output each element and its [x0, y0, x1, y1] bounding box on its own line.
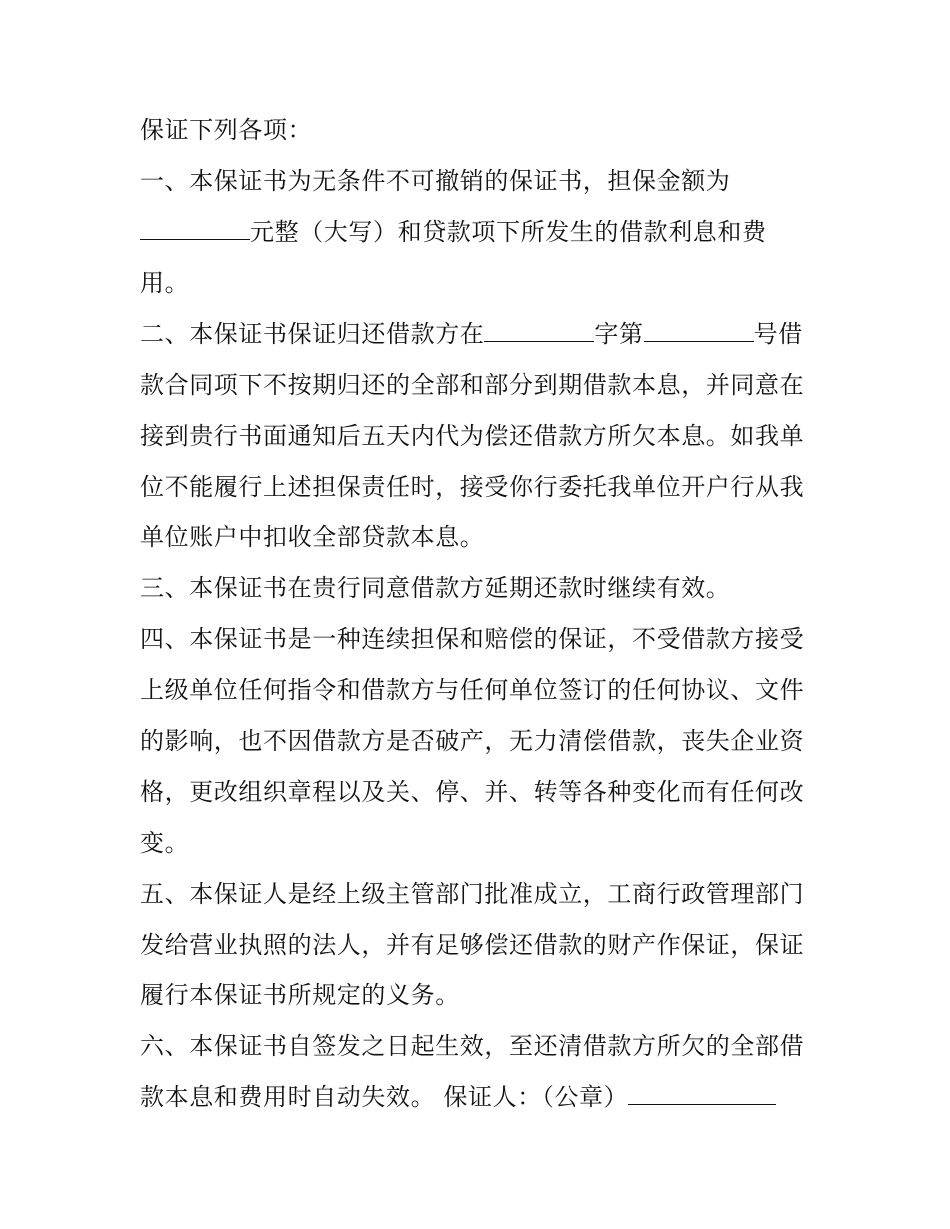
- clause-1-text-cont: 元整（大写）和贷款项下所发生的借款利息和费: [250, 218, 767, 246]
- clause-2-line-2: [140, 370, 820, 400]
- clause-5-text: 五、本保证人是经上级主管部门批准成立，工商行政管理部门: [140, 880, 805, 908]
- clause-2-line-5: [140, 522, 820, 552]
- contract-prefix-blank: [484, 319, 594, 342]
- amount-blank: [140, 217, 250, 240]
- clause-4-line-5: [140, 828, 820, 858]
- clause-4-line-3: [140, 726, 820, 756]
- clause-6-line-1: [140, 1031, 820, 1061]
- clause-4-text-3: 的影响，也不因借款方是否破产，无力清偿借款，丧失企业资: [140, 727, 805, 755]
- clause-5-text-2: 发给营业执照的法人，并有足够偿还借款的财产作保证，保证: [140, 931, 805, 959]
- clause-1-line-2: [140, 217, 820, 247]
- clause-3-line-1: [140, 573, 820, 603]
- intro-line: [140, 115, 820, 145]
- clause-2-line-1: [140, 319, 820, 349]
- clause-1-line-1: [140, 166, 820, 196]
- clause-5-text-3: 履行本保证书所规定的义务。: [140, 981, 460, 1009]
- clause-6-line-2: [140, 1082, 820, 1112]
- clause-6-text-2: 款本息和费用时自动失效。 保证人：（公章）: [140, 1083, 629, 1111]
- contract-number-blank: [644, 319, 754, 342]
- clause-1-text: 一、本保证书为无条件不可撤销的保证书，担保金额为: [140, 167, 731, 195]
- clause-4-line-1: [140, 624, 820, 654]
- clause-3-text: 三、本保证书在贵行同意借款方延期还款时继续有效。: [140, 574, 731, 602]
- clause-2-text-2: 款合同项下不按期归还的全部和部分到期借款本息，并同意在: [140, 371, 805, 399]
- clause-2-text-3: 接到贵行书面通知后五天内代为偿还借款方所欠本息。如我单: [140, 422, 805, 450]
- clause-2-text-4: 位不能履行上述担保责任时，接受你行委托我单位开户行从我: [140, 473, 805, 501]
- clause-5-line-1: [140, 879, 820, 909]
- intro-text: 保证下列各项：: [140, 116, 313, 144]
- clause-4-text-4: 格，更改组织章程以及关、停、并、转等各种变化而有任何改: [140, 778, 805, 806]
- clause-2-line-3: [140, 421, 820, 451]
- clause-4-line-2: [140, 675, 820, 705]
- clause-2-line-4: [140, 472, 820, 502]
- clause-4-text-5: 变。: [140, 829, 190, 857]
- guarantor-seal-blank: [628, 1082, 776, 1105]
- clause-2-text-mid: 字第: [594, 320, 644, 348]
- clause-5-line-3: [140, 980, 820, 1010]
- clause-5-line-2: [140, 930, 820, 960]
- clause-1-text-end: 用。: [140, 269, 190, 297]
- clause-2-text: 二、本保证书保证归还借款方在: [140, 320, 485, 348]
- clause-2-text-5: 单位账户中扣收全部贷款本息。: [140, 523, 485, 551]
- clause-1-line-3: [140, 268, 820, 298]
- clause-4-text-2: 上级单位任何指令和借款方与任何单位签订的任何协议、文件: [140, 676, 805, 704]
- clause-4-text: 四、本保证书是一种连续担保和赔偿的保证，不受借款方接受: [140, 625, 805, 653]
- clause-6-text: 六、本保证书自签发之日起生效，至还清借款方所欠的全部借: [140, 1032, 805, 1060]
- clause-2-text-after: 号借: [753, 320, 803, 348]
- clause-4-line-4: [140, 777, 820, 807]
